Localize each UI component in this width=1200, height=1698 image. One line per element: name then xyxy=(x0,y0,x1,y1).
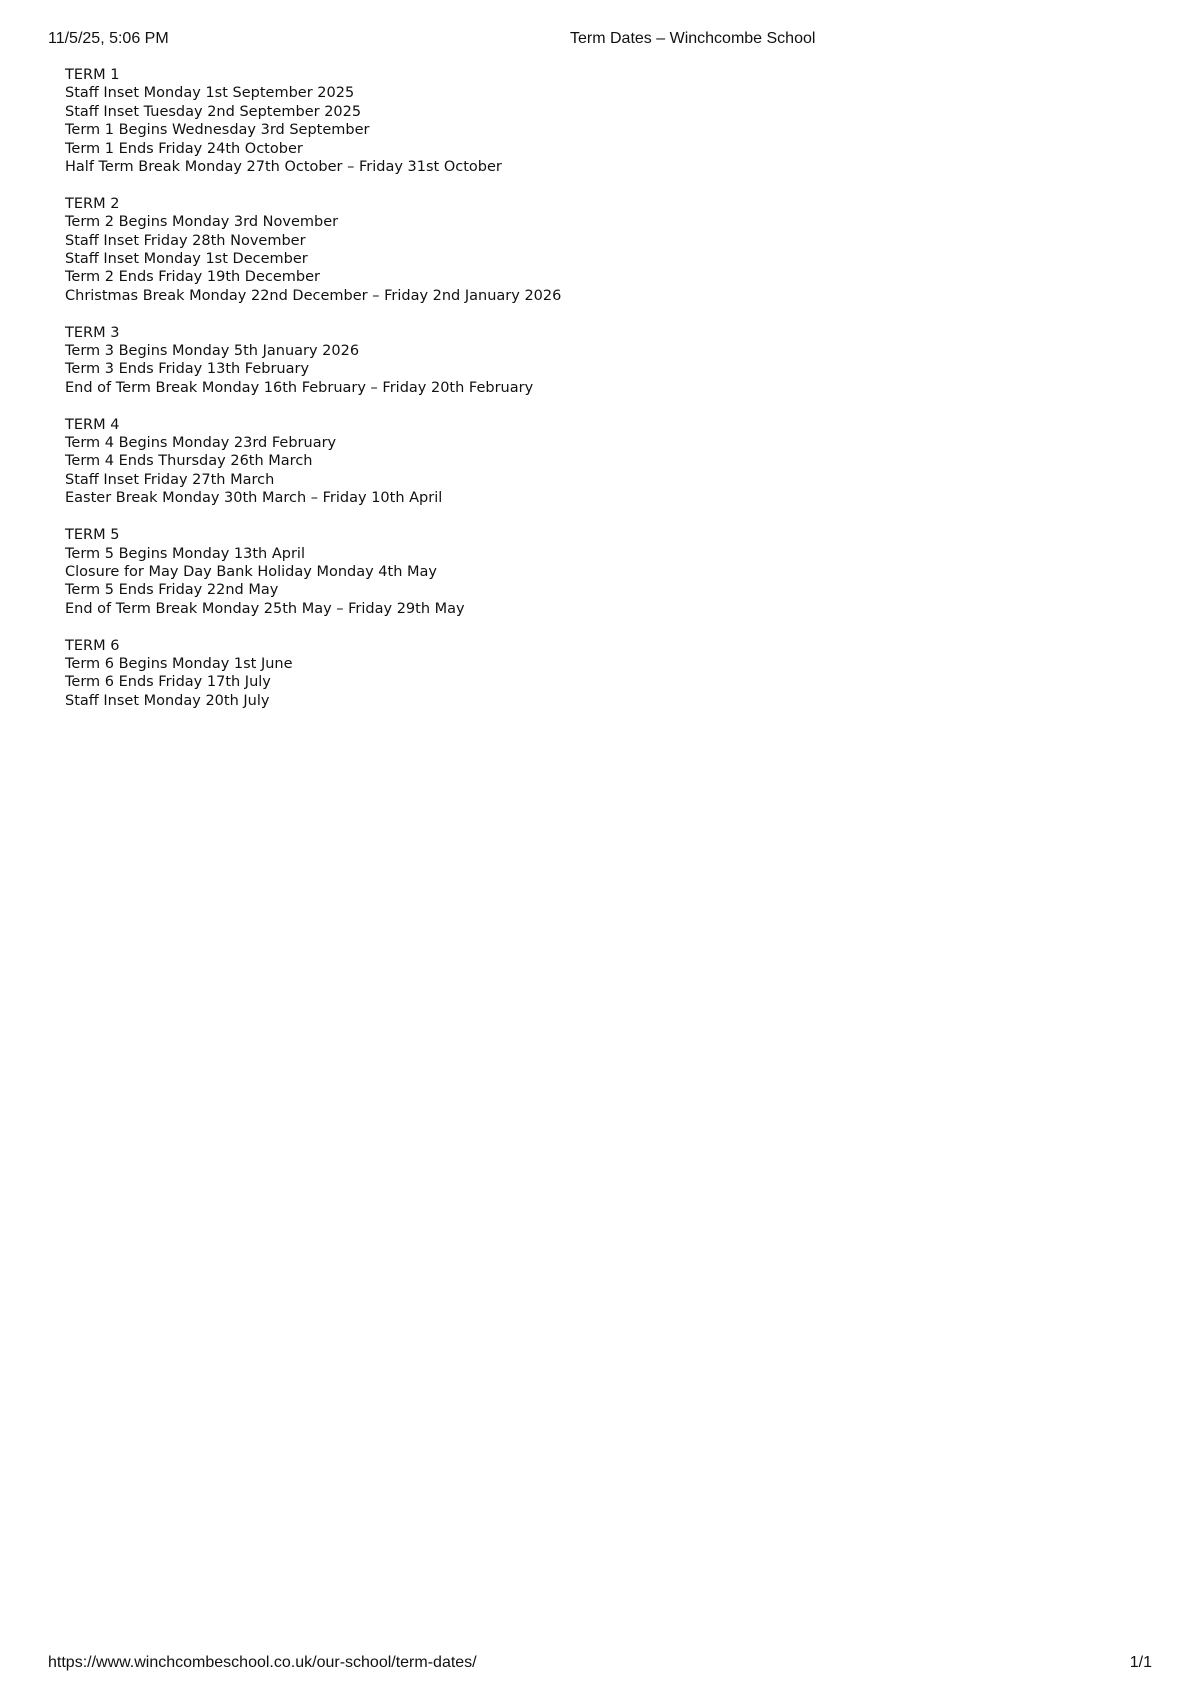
term-date-line: Staff Inset Friday 27th March xyxy=(65,471,275,488)
term-block-5 xyxy=(65,526,765,618)
term-block-2 xyxy=(65,195,765,305)
term-block-3 xyxy=(65,324,765,398)
term-date-line: Closure for May Day Bank Holiday Monday 4th May xyxy=(65,563,437,580)
page-url: https://www.winchcombeschool.co.uk/our-school/term-dates/ xyxy=(48,1654,477,1671)
term-date-line: Staff Inset Monday 1st September 2025 xyxy=(65,85,355,102)
term-heading: TERM 1 xyxy=(65,67,120,83)
term-date-line: Term 6 Begins Monday 1st June xyxy=(65,655,293,672)
term-heading: TERM 4 xyxy=(65,416,120,433)
print-datetime: 11/5/25, 5:06 PM xyxy=(48,30,169,47)
term-block-4 xyxy=(65,416,765,508)
page-number: 1/1 xyxy=(1129,1654,1152,1671)
term-date-line: Term 4 Begins Monday 23rd February xyxy=(65,435,337,452)
term-date-line: Term 1 Begins Wednesday 3rd September xyxy=(65,122,370,139)
term-date-line: Term 2 Ends Friday 19th December xyxy=(65,269,320,286)
term-date-line: Term 2 Begins Monday 3rd November xyxy=(65,214,339,231)
print-footer xyxy=(48,1654,1152,1678)
term-date-line: Staff Inset Monday 20th July xyxy=(65,692,270,709)
term-date-line: Term 1 Ends Friday 24th October xyxy=(65,140,303,157)
term-date-line: Easter Break Monday 30th March – Friday 10th April xyxy=(65,490,443,507)
term-date-line: Term 6 Ends Friday 17th July xyxy=(65,674,271,691)
term-heading: TERM 3 xyxy=(65,324,120,341)
term-block-1 xyxy=(65,66,765,176)
print-header xyxy=(48,30,1152,54)
term-date-line: Term 4 Ends Thursday 26th March xyxy=(65,453,313,470)
term-dates-content xyxy=(65,66,765,729)
term-date-line: End of Term Break Monday 25th May – Friday 29th May xyxy=(65,600,465,617)
page-title: Term Dates – Winchcombe School xyxy=(570,30,816,47)
term-date-line: Term 3 Ends Friday 13th February xyxy=(65,361,310,378)
term-date-line: End of Term Break Monday 16th February – Friday 20th February xyxy=(65,379,534,396)
term-date-line: Term 5 Begins Monday 13th April xyxy=(65,545,305,562)
term-date-line: Staff Inset Tuesday 2nd September 2025 xyxy=(65,103,362,120)
term-block-6 xyxy=(65,637,765,711)
term-date-line: Term 3 Begins Monday 5th January 2026 xyxy=(65,343,360,360)
term-date-line: Staff Inset Monday 1st December xyxy=(65,251,308,268)
term-date-line: Half Term Break Monday 27th October – Friday 31st October xyxy=(65,159,502,176)
term-date-line: Christmas Break Monday 22nd December – Friday 2nd January 2026 xyxy=(65,287,562,304)
term-heading: TERM 2 xyxy=(65,195,120,212)
term-heading: TERM 5 xyxy=(65,527,120,544)
term-heading: TERM 6 xyxy=(65,637,120,654)
term-date-line: Term 5 Ends Friday 22nd May xyxy=(65,582,279,599)
term-date-line: Staff Inset Friday 28th November xyxy=(65,232,306,249)
